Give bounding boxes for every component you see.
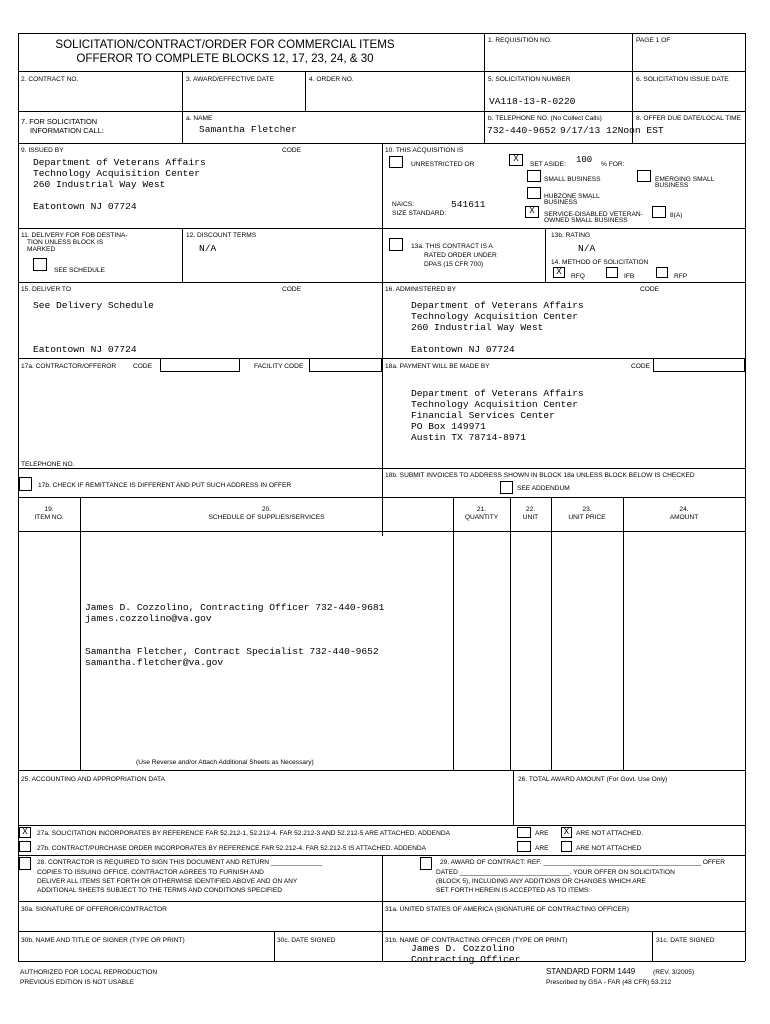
address-line: PO Box 149971 [411, 421, 486, 432]
requisition-no-label: 1. REQUISITION NO. [488, 37, 552, 44]
clause-28-line4: ADDITIONAL SHEETS SUBJECT TO THE TERMS AND CONDITIONS SPECIFIED [37, 887, 282, 894]
see-addendum-checkbox[interactable] [500, 481, 513, 494]
administered-by-code-label: CODE [640, 286, 660, 293]
contractor-label: 17a. CONTRACTOR/OFFEROR [21, 363, 117, 370]
unrestricted-checkbox[interactable] [389, 156, 403, 168]
footer-previous-edition: PREVIOUS EDITION IS NOT USABLE [20, 979, 135, 986]
contract-no-label: 2. CONTRACT NO. [21, 76, 79, 83]
col-unit: UNIT [522, 514, 539, 521]
contract-specialist-email: samantha.fletcher@va.gov [85, 657, 224, 668]
payment-code-field[interactable] [653, 358, 745, 372]
address-line [33, 322, 154, 333]
rated-label-1: 13a. THIS CONTRACT IS A [411, 243, 493, 250]
clause-27b-not-attached-checkbox[interactable] [561, 841, 572, 852]
address-line: Department of Veterans Affairs [411, 388, 584, 399]
address-line: Technology Acquisition Center [411, 399, 578, 410]
discount-terms-value: N/A [199, 243, 217, 254]
payment-code-label: CODE [631, 363, 651, 370]
col-schedule: SCHEDULE OF SUPPLIES/SERVICES [208, 514, 325, 521]
rfq-label: RFQ [571, 273, 585, 280]
form-title-line2: OFFEROR TO COMPLETE BLOCKS 12, 17, 23, 24, & 30 [76, 52, 374, 65]
small-business-checkbox[interactable] [527, 170, 541, 182]
col-item-no: ITEM NO. [34, 514, 64, 521]
contracting-officer-email: james.cozzolino@va.gov [85, 613, 212, 624]
col-amount: AMOUNT [669, 514, 699, 521]
offer-due-date: 9/17/13 12Noon EST [560, 125, 664, 136]
footer-form-rev: (REV. 3/2005) [653, 969, 695, 976]
unrestricted-label: UNRESTRICTED OR [411, 161, 475, 168]
remittance-label: 17b. CHECK IF REMITTANCE IS DIFFERENT AND PUT SUCH ADDRESS IN OFFER [38, 482, 292, 489]
set-aside-checkbox[interactable]: X [509, 154, 523, 166]
col-unit-price: UNIT PRICE [568, 514, 606, 521]
rating-label: 13b. RATING [551, 232, 591, 239]
sdvosb-label-1: SERVICE-DISABLED VETERAN- [544, 211, 643, 218]
col-unit-num: 22. [525, 506, 536, 513]
contract-specialist-contact: Samantha Fletcher, Contract Specialist 732-440-9652 [85, 646, 379, 657]
offer-due-label: 8. OFFER DUE DATE/LOCAL TIME [636, 115, 742, 122]
address-line [411, 333, 584, 344]
signer-name-label: 30b. NAME AND TITLE OF SIGNER (TYPE OR PRINT) [21, 937, 185, 944]
clause-29-line3: (BLOCK 5), INCLUDING ANY ADDITIONS OR CHANGES WHICH ARE [436, 878, 646, 885]
award-date-label: 3. AWARD/EFFECTIVE DATE [186, 76, 275, 83]
telephone-value: 732-440-9652 [487, 125, 557, 136]
address-line [33, 190, 206, 201]
clause-28-line2: COPIES TO ISSUING OFFICE. CONTRACTOR AGREES TO FURNISH AND [37, 869, 264, 876]
address-line: Austin TX 78714-8971 [411, 432, 527, 443]
clause-27a-checkbox[interactable]: X [19, 827, 31, 838]
schedule-header [18, 506, 745, 526]
administered-by-label: 16. ADMINISTERED BY [385, 286, 457, 293]
ifb-label: IFB [624, 273, 635, 280]
telephone-no-label: TELEPHONE NO. [21, 461, 75, 468]
eight-a-label: 8(A) [670, 212, 683, 219]
invoice-label: 18b. SUBMIT INVOICES TO ADDRESS SHOWN IN BLOCK 18a UNLESS BLOCK BELOW IS CHECKED [385, 472, 695, 479]
officer-name-label: 31b. NAME OF CONTRACTING OFFICER (TYPE OR PRINT) [385, 937, 568, 944]
set-aside-label: SET ASIDE: [530, 161, 566, 168]
contracting-officer-contact: James D. Cozzolino, Contracting Officer 732-440-9681 [85, 602, 385, 613]
deliver-to-code-label: CODE [282, 286, 302, 293]
address-line: Eatontown NJ 07724 [33, 201, 137, 212]
address-line: Eatontown NJ 07724 [411, 344, 515, 355]
col-quantity-num: 21. [476, 506, 487, 513]
clause-29-line2: DATED ______________________________. YOUR OFFER ON SOLICITATION [436, 869, 675, 876]
clause-27b-not-attached-label: ARE NOT ATTACHED [576, 845, 642, 852]
hubzone-checkbox[interactable] [527, 187, 541, 199]
footer-authorized: AUTHORIZED FOR LOCAL REPRODUCTION [20, 969, 158, 976]
officer-title: Contracting Officer [411, 954, 521, 965]
signer-date-label: 30c. DATE SIGNED [277, 937, 336, 944]
officer-date-label: 31c. DATE SIGNED [656, 937, 715, 944]
clause-27b-are-checkbox[interactable] [517, 841, 531, 852]
payment-address [411, 388, 584, 443]
payment-label: 18a. PAYMENT WILL BE MADE BY [385, 363, 490, 370]
fob-label-3: MARKED [27, 246, 56, 253]
order-no-label: 4. ORDER NO. [309, 76, 354, 83]
clause-28-line1: 28. CONTRACTOR IS REQUIRED TO SIGN THIS DOCUMENT AND RETURN ______________ [37, 859, 323, 866]
page-label: PAGE 1 OF [636, 37, 671, 44]
address-line: 260 Industrial Way West [411, 322, 544, 333]
issued-by-address [33, 157, 206, 212]
col-schedule-num: 20. [261, 506, 272, 513]
clause-27b-checkbox[interactable] [19, 841, 31, 852]
solicitation-info-label-2: INFORMATION CALL: [30, 126, 104, 135]
solicitation-info-label-1: 7. FOR SOLICITATION [21, 117, 98, 126]
rfq-checkbox[interactable]: X [553, 267, 565, 278]
fob-label-1: 11. DELIVERY FOR FOB DESTINA- [21, 232, 128, 239]
clause-27a-are-checkbox[interactable] [517, 827, 531, 838]
naics-value: 541611 [451, 199, 486, 210]
emerging-label-1: EMERGING SMALL [655, 176, 715, 183]
deliver-to-address [33, 300, 154, 355]
rated-order-checkbox[interactable] [389, 238, 403, 251]
address-line: 260 Industrial Way West [33, 179, 166, 190]
size-standard-label: SIZE STANDARD: [392, 210, 447, 217]
name-label: a. NAME [186, 115, 213, 122]
address-line: See Delivery Schedule [33, 300, 154, 311]
contractor-code-field[interactable] [160, 358, 240, 372]
ifb-checkbox[interactable] [606, 267, 618, 278]
clause-29-line4: SET FORTH HEREIN IS ACCEPTED AS TO ITEMS: [436, 887, 591, 894]
clause-27b-label: 27b. CONTRACT/PURCHASE ORDER INCORPORATES BY REFERENCE FAR 52.212-4. FAR 52.212-5 IS ATTACHED. ADDENDA [37, 845, 427, 852]
address-line: Technology Acquisition Center [33, 168, 200, 179]
accounting-label: 25. ACCOUNTING AND APPROPRIATION DATA [21, 776, 165, 783]
clause-28-checkbox[interactable] [19, 857, 31, 870]
telephone-label: b. TELEPHONE NO. (No Collect Calls) [488, 115, 602, 122]
contact-name: Samantha Fletcher [199, 124, 297, 135]
eight-a-checkbox[interactable] [652, 206, 666, 218]
clause-27a-are-label: ARE [535, 830, 549, 837]
issued-by-label: 9. ISSUED BY [21, 147, 64, 154]
footer-prescribed: Prescribed by GSA - FAR (48 CFR) 53.212 [546, 979, 672, 986]
see-schedule-label: SEE SCHEDULE [54, 267, 105, 274]
col-amount-num: 24. [679, 506, 689, 513]
sdvosb-checkbox[interactable]: X [525, 206, 539, 218]
emerging-small-business-checkbox[interactable] [637, 170, 651, 182]
address-line [33, 311, 154, 322]
solicitation-number: VA118-13-R-0220 [489, 96, 576, 107]
rated-label-3: DPAS (15 CFR 700) [424, 261, 484, 268]
solicitation-number-label: 5. SOLICITATION NUMBER [488, 76, 571, 83]
percent-for-label: % FOR: [601, 161, 625, 168]
clause-29-checkbox[interactable] [420, 857, 432, 870]
issue-date-label: 6. SOLICITATION ISSUE DATE [636, 76, 729, 83]
fob-label-2: TION UNLESS BLOCK IS [27, 239, 104, 246]
see-addendum-label: SEE ADDENDUM [517, 485, 570, 492]
clause-27a-not-attached-label: ARE NOT ATTACHED. [576, 830, 644, 837]
address-line: Department of Veterans Affairs [411, 300, 584, 311]
small-business-label: SMALL BUSINESS [544, 176, 601, 183]
rating-value: N/A [578, 243, 596, 254]
contractor-code-label: CODE [133, 363, 153, 370]
clause-28-line3: DELIVER ALL ITEMS SET FORTH OR OTHERWISE IDENTIFIED ABOVE AND ON ANY [37, 878, 298, 885]
officer-name: James D. Cozzolino [411, 943, 515, 954]
rfp-checkbox[interactable] [656, 267, 668, 278]
method-label: 14. METHOD OF SOLICITATION [551, 259, 649, 266]
naics-label: NAICS: [392, 201, 414, 208]
address-line: Financial Services Center [411, 410, 555, 421]
emerging-label-2: BUSINESS [655, 182, 689, 189]
clause-27a-not-attached-checkbox[interactable]: X [561, 827, 572, 838]
col-unit-price-num: 23. [582, 506, 592, 513]
address-line: Technology Acquisition Center [411, 311, 578, 322]
rfp-label: RFP [674, 273, 688, 280]
reverse-note: (Use Reverse and/or Attach Additional Sheets as Necessary) [136, 759, 314, 766]
sdvosb-label-2: OWNED SMALL BUSINESS [544, 217, 628, 224]
col-quantity: QUANTITY [464, 514, 499, 521]
total-award-label: 26. TOTAL AWARD AMOUNT (For Govt. Use Only) [518, 776, 668, 783]
acquisition-label: 10. THIS ACQUISITION IS [385, 147, 464, 154]
clause-27a-label: 27a. SOLICITATION INCORPORATES BY REFERENCE FAR 52.212-1, 52.212-4. FAR 52.212-3 AND 52.212-5 ARE ATTACHED. ADDENDA [37, 830, 450, 837]
remittance-checkbox[interactable] [19, 477, 32, 491]
clause-27b-are-label: ARE [535, 845, 549, 852]
facility-code-label: FACILITY CODE [254, 363, 304, 370]
col-item-no-num: 19. [44, 506, 54, 513]
set-aside-percent: 100 [576, 155, 593, 165]
address-line: Eatontown NJ 07724 [33, 344, 137, 355]
see-schedule-checkbox[interactable] [33, 258, 47, 271]
discount-terms-label: 12. DISCOUNT TERMS [186, 232, 257, 239]
rated-label-2: RATED ORDER UNDER [424, 252, 497, 259]
hubzone-label-2: BUSINESS [544, 199, 578, 206]
signature-officer-label: 31a. UNITED STATES OF AMERICA (SIGNATURE OF CONTRACTING OFFICER) [385, 906, 629, 913]
administered-by-address [411, 300, 584, 355]
deliver-to-label: 15. DELIVER TO [21, 286, 71, 293]
facility-code-field[interactable] [309, 358, 382, 372]
form-title-line1: SOLICITATION/CONTRACT/ORDER FOR COMMERCIAL ITEMS [55, 38, 395, 51]
address-line [33, 333, 154, 344]
hubzone-label-1: HUBZONE SMALL [544, 193, 600, 200]
signature-offeror-label: 30a. SIGNATURE OF OFFEROR/CONTRACTOR [21, 906, 167, 913]
clause-29-line1: 29. AWARD OF CONTRACT: REF. ___________________________________________ OFFER [440, 859, 726, 866]
footer-form-name: STANDARD FORM 1449 [546, 967, 636, 976]
address-line: Department of Veterans Affairs [33, 157, 206, 168]
issued-by-code-label: CODE [282, 147, 302, 154]
